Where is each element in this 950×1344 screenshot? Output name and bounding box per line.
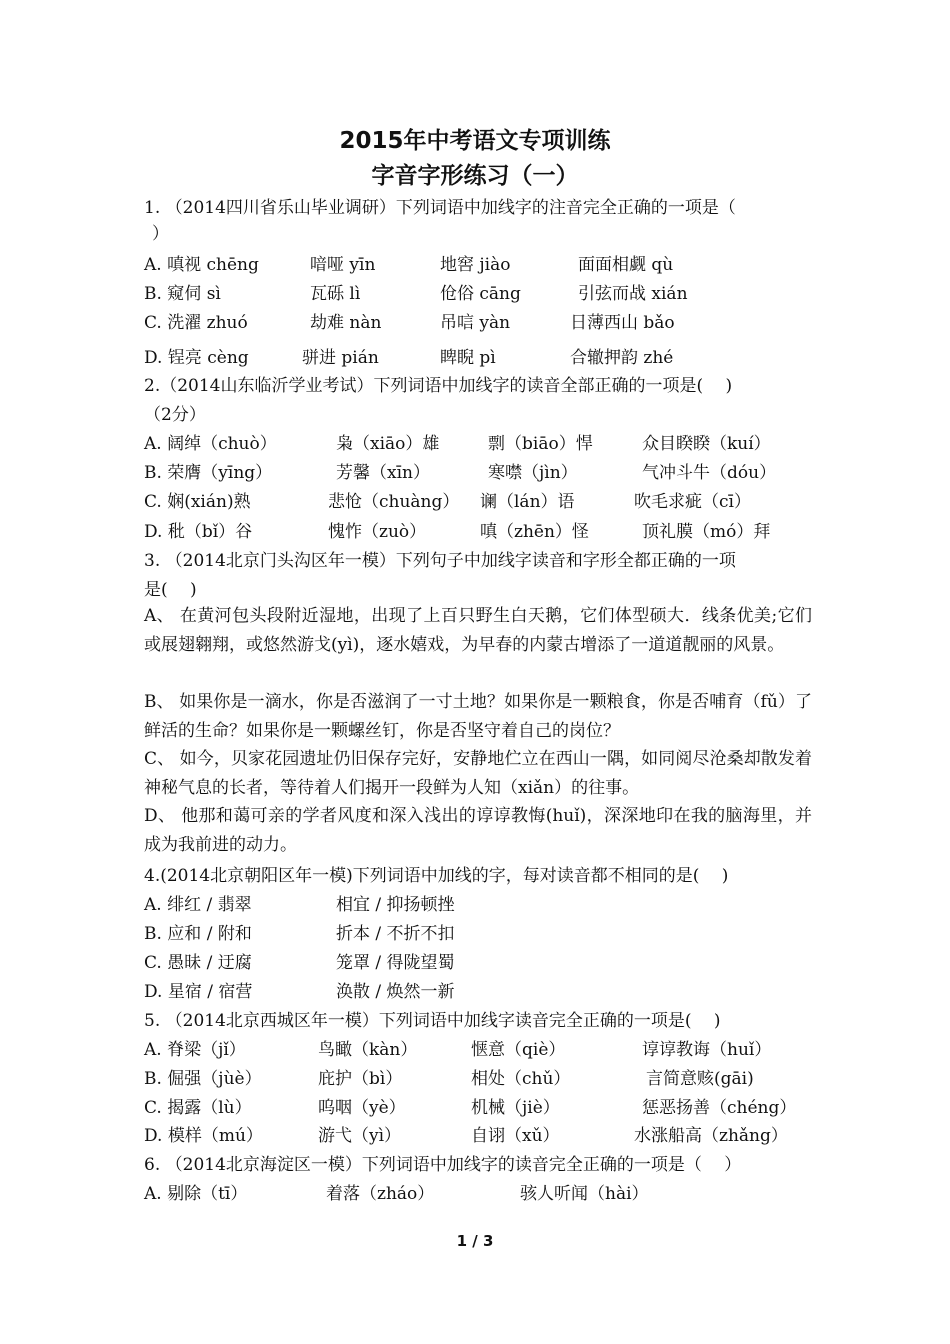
q2-option-c4: 吹毛求疵（cī） — [634, 492, 751, 512]
q5-option-c4: 惩恶扬善（chéng） — [642, 1098, 797, 1118]
page-subtitle: 字音字形练习（一） — [371, 163, 579, 189]
page-number: 1 / 3 — [456, 1232, 494, 1250]
q1-stem-end: ） — [152, 224, 169, 244]
q1-option-a4: 面面相觑 qù — [578, 255, 674, 275]
q4-option-d2: 涣散 / 焕然一新 — [336, 982, 455, 1002]
q3-option-c: C、 如今，贝家花园遗址仍旧保存完好，安静地伫立在西山一隅，如同阅尽沧桑却散发着神秘气息的长者，等待着人们揭开一段鲜为人知（xiǎn）的往事。 — [144, 749, 812, 798]
q2-option-b3: 寒噤（jìn） — [488, 463, 578, 483]
q1-option-b3: 伧俗 cāng — [440, 284, 521, 304]
q3-stem-cont: 是( ) — [144, 580, 197, 600]
q6-stem: 6. （2014北京海淀区一模）下列词语中加线字的读音完全正确的一项是（ ） — [144, 1155, 742, 1175]
q1-option-c2: 劫难 nàn — [310, 313, 382, 333]
q5-option-d4: 水涨船高（zhǎng） — [634, 1126, 788, 1146]
q5-option-c1: C. 揭露（lù） — [144, 1098, 252, 1118]
q5-option-a2: 鸟瞰（kàn） — [318, 1040, 418, 1060]
q5-option-b2: 庇护（bì） — [318, 1069, 403, 1089]
q2-option-b4: 气冲斗牛（dóu） — [642, 463, 777, 483]
q1-option-b4: 引弦而战 xián — [578, 284, 688, 304]
q1-option-a2: 喑哑 yīn — [310, 255, 376, 275]
q1-option-c3: 吊唁 yàn — [440, 313, 511, 333]
q1-option-d4: 合辙押韵 zhé — [570, 348, 674, 368]
q2-option-c1: C. 娴(xián)熟 — [144, 492, 251, 512]
q1-stem: 1. （2014四川省乐山毕业调研）下列词语中加线字的注音完全正确的一项是（ — [144, 198, 736, 218]
q1-option-d2: 骈进 pián — [302, 348, 379, 368]
q2-option-a1: A. 阔绰（chuò） — [144, 434, 277, 454]
q5-option-b4: 言简意赅(gāi) — [646, 1069, 754, 1089]
q5-option-d3: 自诩（xǔ） — [471, 1126, 560, 1146]
q2-option-c3: 谰（lán）语 — [480, 492, 575, 512]
q2-option-c2: 悲怆（chuàng） — [328, 492, 460, 512]
q2-option-a2: 枭（xiāo）雄 — [336, 434, 440, 454]
q6-option-a2: 着落（zháo） — [326, 1184, 435, 1204]
q5-option-c3: 机械（jiè） — [471, 1098, 560, 1118]
q6-option-a1: A. 剔除（tī） — [144, 1184, 248, 1204]
q1-option-c1: C. 洗濯 zhuó — [144, 313, 248, 333]
q2-stem: 2.（2014山东临沂学业考试）下列词语中加线字的读音全部正确的一项是( ) — [144, 376, 733, 396]
q5-option-a1: A. 脊梁（jǐ） — [144, 1040, 246, 1060]
q1-option-a3: 地窖 jiào — [440, 255, 511, 275]
q2-option-b1: B. 荣膺（yīng） — [144, 463, 273, 483]
q5-option-d2: 游弋（yì） — [318, 1126, 402, 1146]
q2-option-d1: D. 秕（bǐ）谷 — [144, 522, 253, 542]
q2-option-d2: 愧怍（zuò） — [328, 522, 427, 542]
q2-option-a3: 剽（biāo）悍 — [488, 434, 593, 454]
q5-option-a4: 谆谆教诲（huǐ） — [642, 1040, 772, 1060]
q5-option-c2: 呜咽（yè） — [318, 1098, 406, 1118]
q3-stem: 3. （2014北京门头沟区年一模）下列句子中加线字读音和字形全都正确的一项 — [144, 551, 736, 571]
q1-option-d1: D. 锃亮 cèng — [144, 348, 249, 368]
q2-option-d3: 嗔（zhēn）怪 — [480, 522, 589, 542]
q1-option-a1: A. 嗔视 chēng — [144, 255, 259, 275]
q2-option-d4: 顶礼膜（mó）拜 — [642, 522, 771, 542]
q3-option-b: B、 如果你是一滴水，你是否滋润了一寸土地？如果你是一颗粮食，你是否哺育（fǔ）了鲜活的生命？如果你是一颗螺丝钉，你是否坚守着自己的岗位？ — [144, 692, 812, 741]
q4-stem: 4.(2014北京朝阳区年一模)下列词语中加线的字，每对读音都不相同的是( ) — [144, 866, 729, 886]
q4-option-a2: 相宜 / 抑扬顿挫 — [336, 895, 455, 915]
q2-option-a4: 众目睽睽（kuí） — [642, 434, 771, 454]
q5-option-a3: 惬意（qiè） — [471, 1040, 566, 1060]
q2-points: （2分） — [144, 405, 206, 425]
q1-option-b1: B. 窥伺 sì — [144, 284, 221, 304]
q5-option-d1: D. 模样（mú） — [144, 1126, 263, 1146]
q4-option-d1: D. 星宿 / 宿营 — [144, 982, 253, 1002]
q1-option-d3: 睥睨 pì — [440, 348, 496, 368]
q4-option-b2: 折本 / 不折不扣 — [336, 924, 455, 944]
q5-option-b3: 相处（chǔ） — [471, 1069, 571, 1089]
q3-option-a: A、 在黄河包头段附近湿地，出现了上百只野生白天鹅，它们体型硕大．线条优美;它们或展翅翱翔，或悠然游戈(yì)，逐水嬉戏，为早春的内蒙古增添了一道道靓丽的风景。 — [144, 606, 812, 655]
q3-option-d: D、 他那和蔼可亲的学者风度和深入浅出的谆谆教悔(huǐ)，深深地印在我的脑海里，并成为我前进的动力。 — [144, 806, 812, 855]
q1-option-c4: 日薄西山 bǎo — [570, 313, 675, 333]
q4-option-c2: 笼罩 / 得陇望蜀 — [336, 953, 455, 973]
q5-option-b1: B. 倔强（jùè） — [144, 1069, 262, 1089]
q5-stem: 5. （2014北京西城区年一模）下列词语中加线字读音完全正确的一项是( ) — [144, 1011, 721, 1031]
q6-option-a3: 骇人听闻（hài） — [520, 1184, 649, 1204]
page-title: 2015年中考语文专项训练 — [339, 128, 611, 154]
q4-option-c1: C. 愚昧 / 迂腐 — [144, 953, 252, 973]
q1-option-b2: 瓦砾 lì — [310, 284, 361, 304]
q4-option-a1: A. 绯红 / 翡翠 — [144, 895, 252, 915]
q4-option-b1: B. 应和 / 附和 — [144, 924, 252, 944]
q2-option-b2: 芳馨（xīn） — [336, 463, 430, 483]
